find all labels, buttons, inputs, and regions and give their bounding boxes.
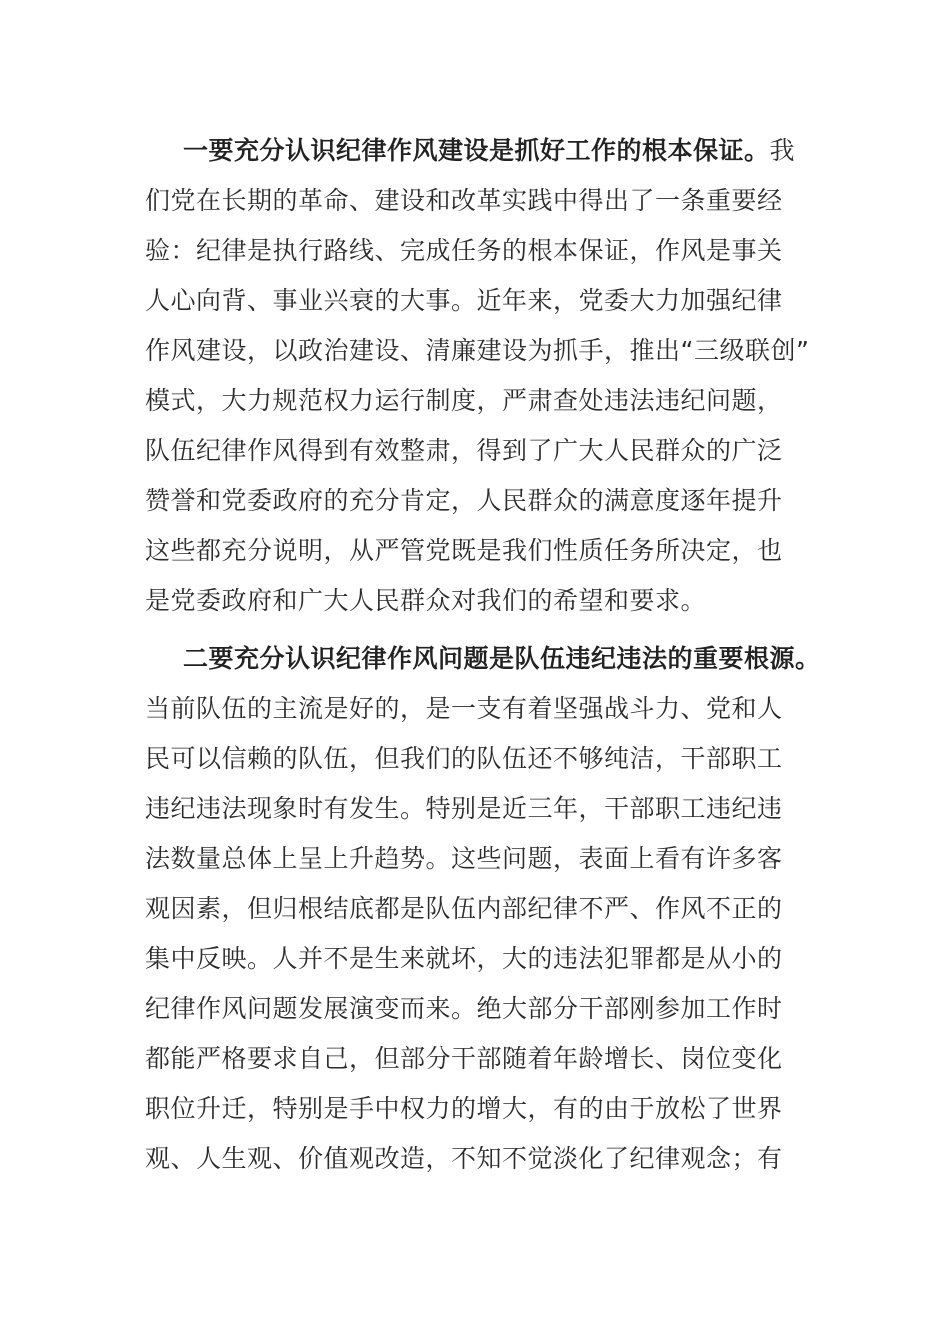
paragraph-line: 作风建设，以政治建设、清廉建设为抓手，推出“三级联创” (145, 336, 810, 365)
paragraph-line: 当前队伍的主流是好的，是一支有着坚强战斗力、党和人 (145, 694, 783, 723)
paragraph-line: 队伍纪律作风得到有效整肃，得到了广大人民群众的广泛 (145, 436, 783, 465)
paragraph-lead-heading: 一要充分认识纪律作风建设是抓好工作的根本保证。 (183, 136, 770, 165)
paragraph-line: 这些都充分说明，从严管党既是我们性质任务所决定，也 (145, 536, 783, 565)
paragraph-line: 模式，大力规范权力运行制度，严肃查处违法违纪问题， (145, 386, 783, 415)
paragraph-line: 观因素，但归根结底都是队伍内部纪律不严、作风不正的 (145, 894, 783, 923)
paragraph-line: 观、人生观、价值观改造，不知不觉淡化了纪律观念；有 (145, 1144, 783, 1173)
paragraph-2 (145, 634, 825, 1184)
paragraph-1 (145, 126, 825, 626)
paragraph-line: 法数量总体上呈上升趋势。这些问题，表面上看有许多客 (145, 844, 783, 873)
paragraph-line: 纪律作风问题发展演变而来。绝大部分干部刚参加工作时 (145, 994, 783, 1023)
paragraph-line: 职位升迁，特别是手中权力的增大，有的由于放松了世界 (145, 1094, 783, 1123)
paragraph-line: 都能严格要求自己，但部分干部随着年龄增长、岗位变化 (145, 1044, 783, 1073)
paragraph-line: 们党在长期的革命、建设和改革实践中得出了一条重要经 (145, 186, 783, 215)
paragraph-line: 是党委政府和广大人民群众对我们的希望和要求。 (145, 586, 707, 615)
paragraph-line: 集中反映。人并不是生来就坏，大的违法犯罪都是从小的 (145, 944, 783, 973)
paragraph-first-line (145, 126, 825, 176)
paragraph-line: 违纪违法现象时有发生。特别是近三年，干部职工违纪违 (145, 794, 783, 823)
paragraph-first-line (145, 634, 825, 684)
paragraph-line: 民可以信赖的队伍，但我们的队伍还不够纯洁，干部职工 (145, 744, 783, 773)
paragraph-lead-heading: 二要充分认识纪律作风问题是队伍违纪违法的重要根源。 (183, 644, 821, 673)
paragraph-first-line-rest: 我 (769, 136, 796, 165)
paragraph-line: 验：纪律是执行路线、完成任务的根本保证，作风是事关 (145, 236, 783, 265)
paragraph-line: 人心向背、事业兴衰的大事。近年来，党委大力加强纪律 (145, 286, 783, 315)
paragraph-line: 赞誉和党委政府的充分肯定，人民群众的满意度逐年提升 (145, 486, 783, 515)
